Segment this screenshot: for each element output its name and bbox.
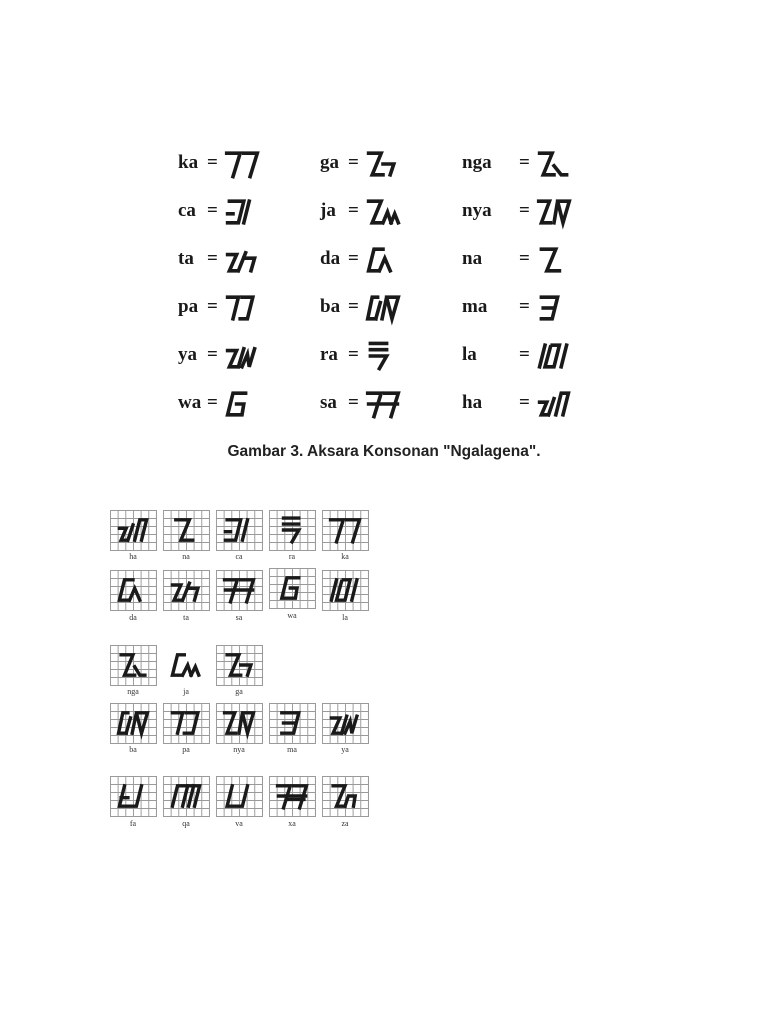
equals-sign: = bbox=[519, 200, 530, 221]
grid-tile bbox=[163, 776, 213, 826]
wa-glyph-icon bbox=[224, 386, 260, 422]
latin-label: ca bbox=[178, 200, 196, 221]
tile-label: wa bbox=[287, 611, 297, 620]
grid-tile bbox=[216, 570, 266, 620]
tile-label: za bbox=[341, 819, 349, 828]
ta-glyph-icon bbox=[166, 573, 206, 607]
sa-glyph-icon bbox=[365, 386, 401, 422]
table-row bbox=[178, 190, 598, 234]
latin-label: ya bbox=[178, 344, 197, 365]
equals-sign: = bbox=[519, 392, 530, 413]
tile-label: na bbox=[182, 552, 190, 561]
tile-label: qa bbox=[182, 819, 190, 828]
tile-label: ka bbox=[341, 552, 349, 561]
tile-label: ha bbox=[129, 552, 137, 561]
da-glyph-icon bbox=[365, 242, 401, 278]
table-row bbox=[178, 286, 598, 330]
equals-sign: = bbox=[519, 344, 530, 365]
xa-glyph-icon bbox=[272, 779, 312, 813]
equals-sign: = bbox=[519, 248, 530, 269]
latin-label: wa bbox=[178, 392, 202, 413]
table-row bbox=[178, 238, 598, 282]
pa-glyph-icon bbox=[224, 290, 260, 326]
da-glyph-icon bbox=[113, 573, 153, 607]
ha-glyph-icon bbox=[113, 513, 153, 547]
latin-label: ta bbox=[178, 248, 194, 269]
equals-sign: = bbox=[519, 152, 530, 173]
tile-label: da bbox=[129, 613, 137, 622]
ga-glyph-icon bbox=[219, 648, 259, 682]
grid-tile bbox=[269, 703, 319, 753]
latin-label: na bbox=[462, 248, 483, 269]
ca-glyph-icon bbox=[219, 513, 259, 547]
nga-glyph-icon bbox=[536, 146, 572, 182]
equals-sign: = bbox=[207, 392, 218, 413]
sa-glyph-icon bbox=[219, 573, 259, 607]
grid-tile bbox=[216, 645, 266, 695]
fa-glyph-icon bbox=[113, 779, 153, 813]
latin-label: ba bbox=[320, 296, 341, 317]
grid-tile bbox=[269, 568, 319, 618]
latin-label: nga bbox=[462, 152, 492, 173]
ca-glyph-icon bbox=[224, 194, 260, 230]
la-glyph-icon bbox=[325, 573, 365, 607]
latin-label: la bbox=[462, 344, 477, 365]
tile-label: ja bbox=[183, 687, 189, 696]
equals-sign: = bbox=[519, 296, 530, 317]
equals-sign: = bbox=[207, 248, 218, 269]
grid-tile bbox=[163, 703, 213, 753]
grid-tile bbox=[110, 570, 160, 620]
equals-sign: = bbox=[348, 200, 359, 221]
tile-label: ba bbox=[129, 745, 137, 754]
latin-label: sa bbox=[320, 392, 337, 413]
equals-sign: = bbox=[348, 248, 359, 269]
latin-label: nya bbox=[462, 200, 492, 221]
wa-glyph-icon bbox=[272, 571, 312, 605]
latin-label: ha bbox=[462, 392, 483, 413]
ra-glyph-icon bbox=[272, 513, 312, 547]
table-row bbox=[178, 142, 598, 186]
na-glyph-icon bbox=[536, 242, 572, 278]
grid-tile bbox=[269, 510, 319, 560]
ha-glyph-icon bbox=[536, 386, 572, 422]
tile-label: sa bbox=[235, 613, 243, 622]
nya-glyph-icon bbox=[219, 706, 259, 740]
ta-glyph-icon bbox=[224, 242, 260, 278]
tile-label: ca bbox=[235, 552, 243, 561]
figure-caption: Gambar 3. Aksara Konsonan "Ngalagena". bbox=[227, 443, 541, 460]
tile-label: la bbox=[342, 613, 348, 622]
pa-glyph-icon bbox=[166, 706, 206, 740]
qa-glyph-icon bbox=[166, 779, 206, 813]
grid-tile bbox=[163, 570, 213, 620]
tile-label: nga bbox=[127, 687, 139, 696]
equals-sign: = bbox=[348, 296, 359, 317]
ka-glyph-icon bbox=[325, 513, 365, 547]
va-glyph-icon bbox=[219, 779, 259, 813]
tile-label: fa bbox=[129, 819, 137, 828]
nga-glyph-icon bbox=[113, 648, 153, 682]
ba-glyph-icon bbox=[113, 706, 153, 740]
grid-tile bbox=[110, 510, 160, 560]
table-row bbox=[178, 382, 598, 426]
latin-label: ka bbox=[178, 152, 199, 173]
ja-glyph-icon bbox=[166, 648, 206, 682]
tile-label: nya bbox=[233, 745, 245, 754]
table-row bbox=[178, 334, 598, 378]
latin-label: da bbox=[320, 248, 341, 269]
grid-tile bbox=[216, 703, 266, 753]
tile-label: ra bbox=[288, 552, 296, 561]
equals-sign: = bbox=[348, 344, 359, 365]
ya-glyph-icon bbox=[224, 338, 260, 374]
grid-tile bbox=[110, 776, 160, 826]
grid-tile bbox=[216, 776, 266, 826]
equals-sign: = bbox=[348, 392, 359, 413]
ba-glyph-icon bbox=[365, 290, 401, 326]
ma-glyph-icon bbox=[536, 290, 572, 326]
na-glyph-icon bbox=[166, 513, 206, 547]
tile-label: ma bbox=[287, 745, 297, 754]
grid-tile bbox=[110, 645, 160, 695]
grid-tile bbox=[163, 510, 213, 560]
ka-glyph-icon bbox=[224, 146, 260, 182]
equals-sign: = bbox=[207, 344, 218, 365]
grid-tile bbox=[110, 703, 160, 753]
tile-label: xa bbox=[288, 819, 296, 828]
tile-label: ta bbox=[183, 613, 189, 622]
latin-label: ga bbox=[320, 152, 339, 173]
tile-label: pa bbox=[182, 745, 190, 754]
ja-glyph-icon bbox=[365, 194, 401, 230]
latin-label: ma bbox=[462, 296, 488, 317]
grid-tile bbox=[269, 776, 319, 826]
za-glyph-icon bbox=[325, 779, 365, 813]
equals-sign: = bbox=[207, 296, 218, 317]
equals-sign: = bbox=[348, 152, 359, 173]
grid-tile bbox=[322, 703, 372, 753]
grid-tile bbox=[322, 570, 372, 620]
tile-label: ya bbox=[341, 745, 349, 754]
la-glyph-icon bbox=[536, 338, 572, 374]
grid-tile bbox=[322, 776, 372, 826]
grid-tile bbox=[216, 510, 266, 560]
latin-label: ra bbox=[320, 344, 338, 365]
grid-tile bbox=[163, 645, 213, 695]
ma-glyph-icon bbox=[272, 706, 312, 740]
ga-glyph-icon bbox=[365, 146, 401, 182]
equals-sign: = bbox=[207, 152, 218, 173]
ya-glyph-icon bbox=[325, 706, 365, 740]
ra-glyph-icon bbox=[365, 338, 401, 374]
tile-label: va bbox=[235, 819, 243, 828]
equals-sign: = bbox=[207, 200, 218, 221]
latin-label: ja bbox=[320, 200, 336, 221]
grid-tile bbox=[322, 510, 372, 560]
nya-glyph-icon bbox=[536, 194, 572, 230]
latin-label: pa bbox=[178, 296, 199, 317]
tile-label: ga bbox=[235, 687, 243, 696]
